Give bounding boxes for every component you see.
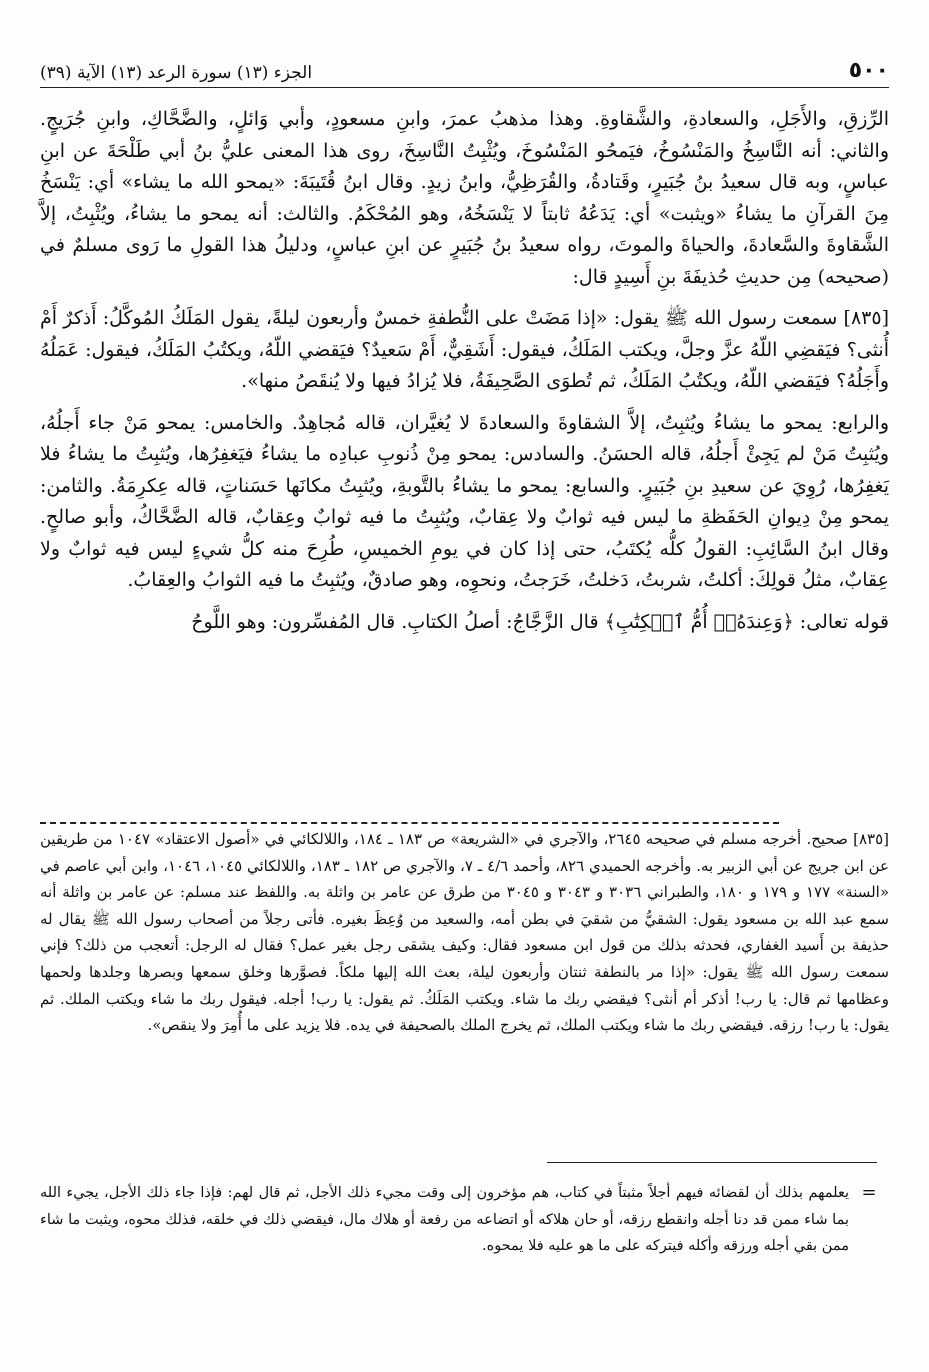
paragraph-umm-al-kitab: قوله تعالى: ﴿وَعِندَهُۥٓ أُمُّ ٱلۡكِتَٰبِ﴾ قال الزَّجَّاجُ: أصلُ الكتابِ. قال المُفسِّرون: وهو اللَّوحُ [191,610,889,633]
main-text [40,104,889,648]
paragraph-meanings: الرِّزقِ، والأَجَلِ، والسعادةِ، والشَّقاوةِ. وهذا مذهبُ عمرَ، وابنِ مسعودٍ، وأبي وَائلٍ، والضَّحَّاكِ، وابنِ جُرَيجٍ. والثاني: أنه النَّاسِخُ والمَنْسُوخُ، فيَمحُو المَنْسُوخَ، ويُثْبِتُ النَّاسِخَ، روى هذا المعنى عليُّ بنُ أبي طَلْحَةَ عن ابنِ عباسٍ، وبه قال سعيدُ بنُ جُبَيرٍ، وقَتادةُ، والقُرَظِيُّ، وابنُ زيدٍ. وقال ابنُ قُتَيبَةَ: «يمحو الله ما يشاء» أي: يَنْسَخُ مِنَ القرآنِ ما يشاءُ «ويثبت» أي: يَدَعُهُ ثابتاً لا يَنْسَخُهُ، وهو المُحْكَمُ. والثالث: أنه يمحو ما يشاءُ، ويُثْبِتُ، إلاَّ الشَّقاوةَ والسَّعادةَ، والحياةَ والموتَ، رواه سعيدُ بنُ جُبَيرٍ عن ابنِ عباسٍ، ودليلُ هذا القولِ ما رَوى مسلمٌ في (صحيحه) مِن حديثِ حُذيفَةَ بنِ أَسِيدٍ قال: [40,108,889,288]
footnote-rule [547,1162,877,1163]
paragraph-opinions: والرابع: يمحو ما يشاءُ ويُثبِتُ، إلاَّ الشقاوةَ والسعادةَ لا يُغيَّران، قاله مُجاهِدٌ. والخامس: يمحو مَنْ جاء أَجلُهُ، ويُثبِتُ مَنْ لم يَجِئْ أَجلُهُ، قاله الحسَنُ. والسادس: يمحو مِنْ ذُنوبِ عبادِه ما يشاءُ فيَغفِرُها، ويُثبِتُ ما يشاءُ فلا يَغفِرُها، رُوِيَ عن سعيدِ بنِ جُبَيرٍ. والسابع: يمحو ما يشاءُ بالتَّوبةِ، ويُثبِتُ مكانَها حَسَناتٍ، قاله عِكرِمَةُ. والثامن: يمحو مِنْ دِيوانِ الحَفَظةِ ما ليس فيه ثوابٌ ولا عِقابٌ، ويُثبِتُ ما فيه ثوابٌ وعِقابٌ، قاله الضَّحَّاكُ، وأبو صالحٍ. وقال ابنُ السَّائِبِ: القولُ كلُّه يُكتَبُ، حتى إذا كان في يومِ الخميسِ، طُرِحَ منه كلُّ شيءٍ ليس فيه ثوابٌ ولا عِقابٌ، مثلُ قولِكَ: أكلتُ، شربتُ، دَخلتُ، خَرَجتُ، ونحوِه، وهو صادقٌ، ويُثبِتُ ما فيه الثوابُ والعِقابُ. [40,411,889,591]
footnote [40,1180,889,1260]
running-title: الجزء (١٣) سورة الرعد (١٣) الآية (٣٩) [40,63,313,83]
footnote-continuation-marker: = [861,1182,877,1203]
page-number: ٥٠٠ [848,58,889,83]
footnote-text: يعلمهم بذلك أن لقضائه فيهم أجلاً مثبتاً في كتاب، هم مؤخرون إلى وقت مجيء ذلك الأجل، ثم قال لهم: فإذا جاء ذلك الأجل، يجيء الله بما شاء ممن قد دنا أجله وانقطع رزقه، أو حان هلاكه أو اتضاعه من رفعة أو هلاك مال، فيقضي ذلك في خلقه، فذلك محوه، ويثبت ما شاء ممن بقي أجله ورزقه وأكله فيتركه على ما هو عليه فلا يمحوه. [40,1185,849,1254]
dashed-separator [40,822,779,824]
takhrij-text: [٨٣٥] صحيح. أخرجه مسلم في صحيحه ٢٦٤٥، والآجري في «الشريعة» ص ١٨٣ ـ ١٨٤، واللالكائي في «أصول الاعتقاد» ١٠٤٧ من طريقين عن ابن جريج عن أبي الزبير به. وأخرجه الحميدي ٨٢٦، وأحمد ٤/٦ ـ ٧، والآجري ص ١٨٢ ـ ١٨٣، واللالكائي ١٠٤٥، ١٠٤٦، وابن أبي عاصم في «السنة» ١٧٧ و ١٧٩ و ١٨٠، والطبراني ٣٠٣٦ و ٣٠٤٣ و ٣٠٤٥ من طرق عن عامر بن واثلة به. واللفظ عند مسلم: عن عامر بن واثلة أنه سمع عبد الله بن مسعود يقول: الشقيُّ من شقيَ في بطن أمه، والسعيد من وُعِظَ بغيره. فأتى رجلاً من أصحاب رسول الله ﷺ يقال له حذيفة بن أَسيد الغفاري، فحدثه بذلك من قول ابن مسعود فقال: وكيف يشقى رجل بغير عمل؟ فقال له الرجل: أتعجب من ذلك؟ فإني سمعت رسول الله ﷺ يقول: «إذا مر بالنطفة ثنتان وأربعون ليلة، بعث الله إليها ملكاً. فصوَّرها وخلق سمعها وبصرها وجلدها ولحمها وعظامها ثم قال: يا رب! أذكر أم أنثى؟ فيقضي ربك ما شاء. ويكتب المَلَكُ. ثم يقول: يا رب! أجله. فيقول ربك ما شاء ويكتب الملك. ثم يقول: يا رب! رزقه. فيقضي ربك ما شاء ويكتب الملك، ثم يخرج الملك بالصحيفة في يده. فلا يزيد على ما أُمِرَ ولا ينقص». [40,830,890,1035]
hadith-835: [٨٣٥] سمعت رسول الله ﷺ يقول: «إذا مَضَتْ على النُّطفةِ خمسٌ وأربعون ليلةً، يقول المَلَكُ المُوكَّلُ: أَذكرٌ أَمْ أُنثى؟ فيَقضِي اللّهُ عزَّ وجلَّ، ويكتب المَلَكُ، فيقول: أَشَقِيٌّ، أَمْ سَعيدٌ؟ فيَقضي اللّهُ، ويكتُبُ المَلَكُ، فيقول: عَمَلُهُ وأَجَلُهُ؟ فيَقضي اللّهُ، ويكتُبُ المَلَكُ، ثم تُطوَى الصَّحِيفَةُ، فلا يُزادُ فيها ولا يُنقَصُ منها». [40,307,889,392]
hadith-takhrij [40,826,889,1039]
page-header [40,52,889,88]
